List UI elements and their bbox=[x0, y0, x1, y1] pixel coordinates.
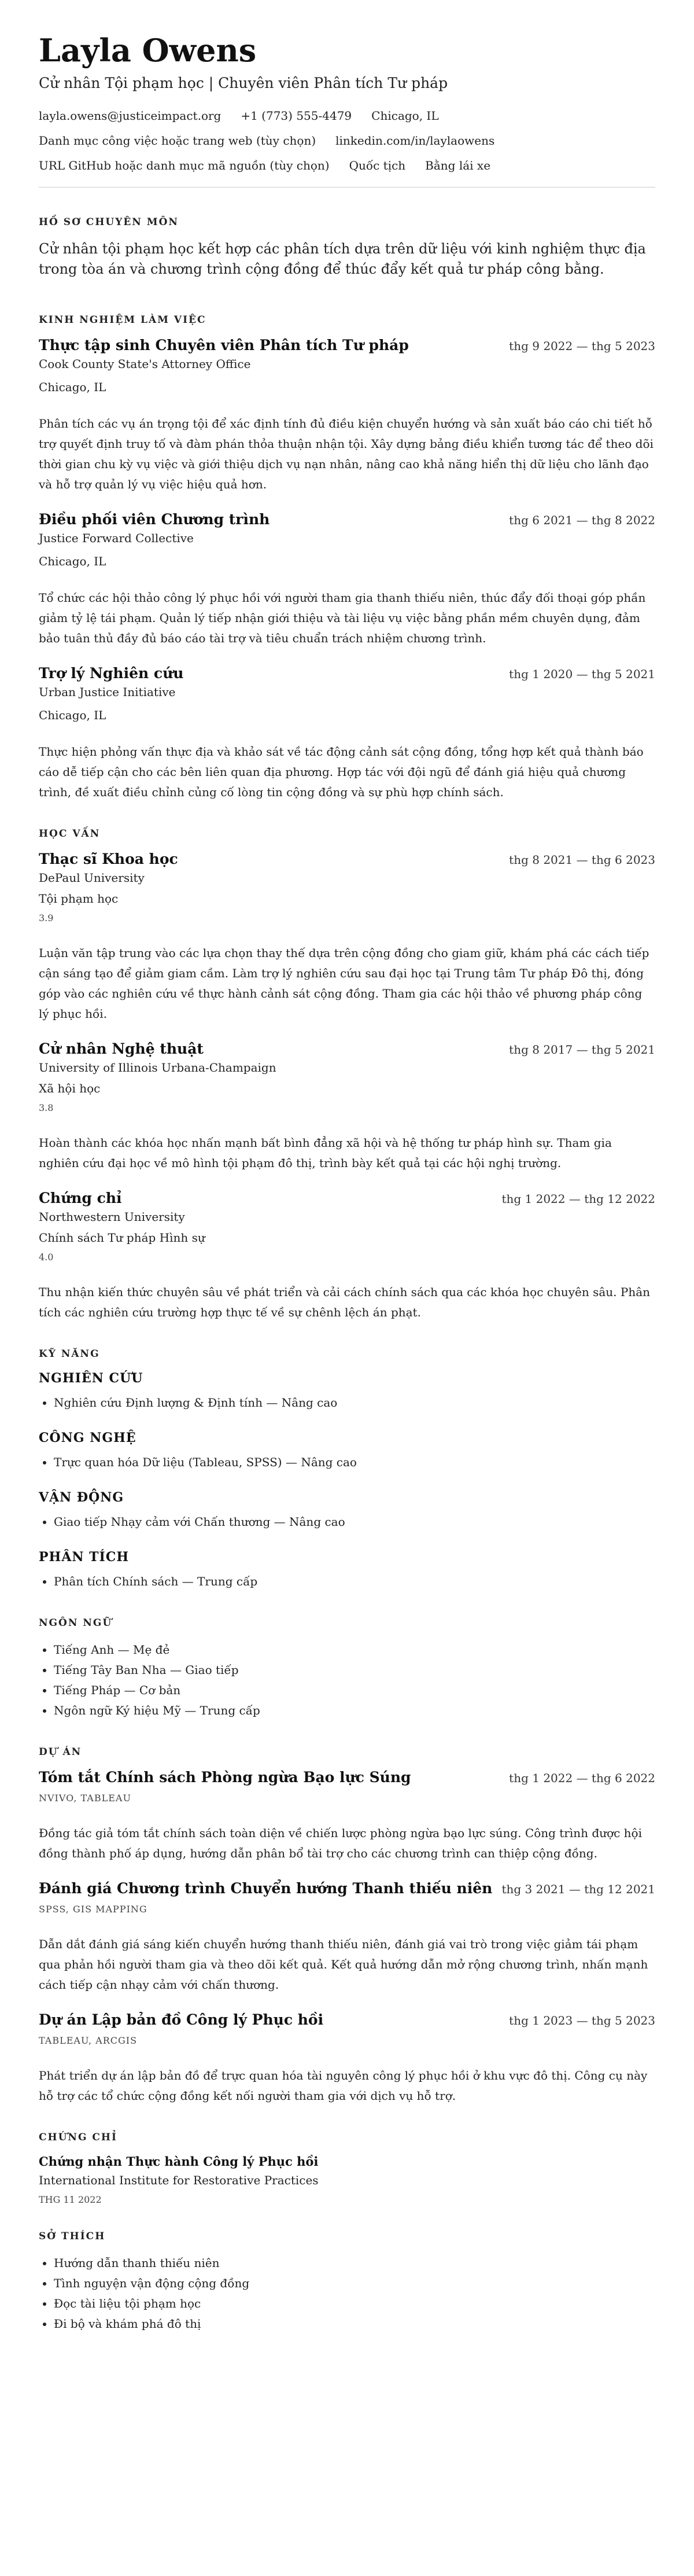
job-employer: Justice Forward Collective bbox=[39, 531, 194, 545]
job-dates: thg 1 2020 — thg 5 2021 bbox=[509, 667, 655, 681]
languages-section bbox=[39, 1617, 655, 1721]
degree-dates: thg 8 2017 — thg 5 2021 bbox=[509, 1042, 655, 1057]
contact-row-primary bbox=[39, 109, 655, 123]
project-entry bbox=[39, 2011, 655, 2106]
project-title: Dự án Lập bản đồ Công lý Phục hồi bbox=[39, 2011, 324, 2028]
contact-row-extra bbox=[39, 159, 655, 172]
job-employer: Cook County State's Attorney Office bbox=[39, 356, 251, 371]
project-tech: NVIVO, TABLEAU bbox=[39, 1792, 131, 1804]
contact-github[interactable]: URL GitHub hoặc danh mục mã nguồn (tùy chọn) bbox=[39, 159, 330, 173]
language-item: • Tiếng Tây Ban Nha — Giao tiếp bbox=[54, 1660, 655, 1680]
job-location: Chicago, IL bbox=[39, 380, 106, 394]
project-dates: thg 1 2022 — thg 6 2022 bbox=[509, 1771, 655, 1785]
section-heading: KINH NGHIỆM LÀM VIỆC bbox=[39, 314, 206, 326]
contact-phone[interactable]: +1 (773) 555-4479 bbox=[241, 109, 352, 123]
skill-list bbox=[39, 1572, 655, 1592]
project-dates: thg 1 2023 — thg 5 2023 bbox=[509, 2013, 655, 2027]
interest-item: • Đi bộ và khám phá đô thị bbox=[54, 2314, 655, 2334]
experience-entry bbox=[39, 337, 655, 495]
resume-header bbox=[39, 34, 655, 172]
skill-item: • Nghiên cứu Định lượng & Định tính — Nâng cao bbox=[54, 1393, 655, 1413]
degree-title: Chứng chỉ bbox=[39, 1189, 122, 1206]
job-title: Điều phối viên Chương trình bbox=[39, 510, 270, 528]
skill-list bbox=[39, 1393, 655, 1413]
degree-title: Cử nhân Nghệ thuật bbox=[39, 1040, 204, 1057]
contact-linkedin[interactable]: linkedin.com/in/laylaowens bbox=[335, 134, 495, 148]
section-heading: SỞ THÍCH bbox=[39, 2230, 106, 2242]
skill-category: PHÂN TÍCH bbox=[39, 1549, 130, 1565]
education-entry bbox=[39, 851, 655, 1024]
contact-row-links bbox=[39, 134, 655, 148]
job-description: Tổ chức các hội thảo công lý phục hồi với người tham gia thanh thiếu niên, thúc đẩy đối thoại góp phần giảm tỷ lệ tái phạm. Quản lý tiếp nhận giới thiệu và tài liệu vụ việc bằng phần mềm chuyên dụng, đảm bảo tuân thủ đầy đủ báo cáo tài trợ và tiêu chuẩn trách nhiệm chương trình. bbox=[39, 590, 646, 645]
section-heading: CHỨNG CHỈ bbox=[39, 2131, 117, 2143]
candidate-subtitle: Cử nhân Tội phạm học | Chuyên viên Phân tích Tư pháp bbox=[39, 75, 448, 92]
section-heading: KỸ NĂNG bbox=[39, 1348, 100, 1360]
degree-title: Thạc sĩ Khoa học bbox=[39, 850, 178, 867]
job-location: Chicago, IL bbox=[39, 708, 106, 722]
skill-list bbox=[39, 1512, 655, 1532]
contact-portfolio[interactable]: Danh mục công việc hoặc trang web (tùy chọn) bbox=[39, 134, 316, 148]
degree-dates: thg 1 2022 — thg 12 2022 bbox=[501, 1191, 655, 1206]
section-heading: DỰ ÁN bbox=[39, 1746, 82, 1758]
contact-city: Chicago, IL bbox=[371, 109, 439, 123]
education-entry bbox=[39, 1190, 655, 1323]
job-location: Chicago, IL bbox=[39, 554, 106, 568]
job-description: Phân tích các vụ án trọng tội để xác định tính đủ điều kiện chuyển hướng và sản xuất báo cáo chi tiết hỗ trợ quyết định truy tố và đàm phán thỏa thuận nhận tội. Xây dựng bảng điều khiển tương tác để theo dõi thời gian chu kỳ vụ việc và giới thiệu dịch vụ nạn nhân, nâng cao khả năng hiển thị dữ liệu cho lãnh đạo và hỗ trợ quản lý vụ việc hiệu quả hơn. bbox=[39, 416, 654, 491]
degree-description: Luận văn tập trung vào các lựa chọn thay thế dựa trên cộng đồng cho giam giữ, khám phá các cách tiếp cận sáng tạo để giảm giam cầm. Làm trợ lý nghiên cứu sau đại học tại Trung tâm Tư pháp Đô thị, đóng góp vào các nghiên cứu về thực hành cảnh sát cộng đồng. Tham gia các hội thảo về phương pháp công lý phục hồi. bbox=[39, 945, 649, 1021]
profile-section bbox=[39, 216, 655, 279]
section-heading: HỌC VẤN bbox=[39, 827, 101, 840]
section-heading: HỒ SƠ CHUYÊN MÔN bbox=[39, 216, 179, 229]
profile-summary: Cử nhân tội phạm học kết hợp các phân tích dựa trên dữ liệu với kinh nghiệm thực địa trong tòa án và chương trình cộng đồng để thúc đẩy kết quả tư pháp công bằng. bbox=[39, 241, 646, 278]
job-description: Thực hiện phỏng vấn thực địa và khảo sát về tác động cảnh sát cộng đồng, tổng hợp kết quả thành báo cáo dễ tiếp cận cho các bên liên quan địa phương. Hợp tác với đội ngũ để đánh giá hiệu quả chương trình, đề xuất điều chỉnh củng cố lòng tin cộng đồng và sự phù hợp chính sách. bbox=[39, 744, 644, 799]
job-title: Thực tập sinh Chuyên viên Phân tích Tư pháp bbox=[39, 336, 409, 354]
candidate-name: Layla Owens bbox=[39, 32, 257, 69]
project-tech: TABLEAU, ARCGIS bbox=[39, 2034, 138, 2046]
school-name: Northwestern University bbox=[39, 1209, 185, 1224]
skill-item: • Giao tiếp Nhạy cảm với Chấn thương — Nâng cao bbox=[54, 1512, 655, 1532]
gpa-value: 4.0 bbox=[39, 1251, 54, 1263]
language-item: • Ngôn ngữ Ký hiệu Mỹ — Trung cấp bbox=[54, 1701, 655, 1721]
gpa-value: 3.9 bbox=[39, 912, 54, 923]
job-dates: thg 9 2022 — thg 5 2023 bbox=[509, 338, 655, 353]
project-description: Đồng tác giả tóm tắt chính sách toàn diện về chiến lược phòng ngừa bạo lực súng. Công trình được hội đồng thành phố áp dụng, hướng dẫn phân bổ tài trợ cho các chương trình can thiệp cộng đồng. bbox=[39, 1826, 642, 1860]
contact-email[interactable]: layla.owens@justiceimpact.org bbox=[39, 109, 222, 123]
interests-section bbox=[39, 2231, 655, 2334]
project-description: Dẫn dắt đánh giá sáng kiến chuyển hướng thanh thiếu niên, đánh giá vai trò trong việc giảm tái phạm qua phản hồi người tham gia và theo dõi kết quả. Kết quả hướng dẫn mở rộng chương trình, nhấn mạnh cách tiếp cận nhạy cảm với chấn thương. bbox=[39, 1937, 648, 1992]
job-dates: thg 6 2021 — thg 8 2022 bbox=[509, 513, 655, 527]
interest-item: • Hướng dẫn thanh thiếu niên bbox=[54, 2253, 655, 2273]
skill-category: CÔNG NGHỆ bbox=[39, 1430, 136, 1445]
certification-date: THG 11 2022 bbox=[39, 2194, 102, 2205]
skill-category: VẬN ĐỘNG bbox=[39, 1489, 124, 1505]
certifications-section bbox=[39, 2132, 655, 2205]
skill-item: • Trực quan hóa Dữ liệu (Tableau, SPSS) — Nâng cao bbox=[54, 1452, 655, 1473]
gpa-value: 3.8 bbox=[39, 1102, 54, 1113]
section-heading: NGÔN NGỮ bbox=[39, 1617, 113, 1629]
project-entry bbox=[39, 1769, 655, 1864]
interest-item: • Đọc tài liệu tội phạm học bbox=[54, 2294, 655, 2314]
language-list bbox=[39, 1640, 655, 1721]
certification-issuer: International Institute for Restorative Practices bbox=[39, 2173, 319, 2187]
project-title: Đánh giá Chương trình Chuyển hướng Thanh thiếu niên bbox=[39, 1879, 493, 1897]
certification-title: Chứng nhận Thực hành Công lý Phục hồi bbox=[39, 2154, 319, 2169]
job-employer: Urban Justice Initiative bbox=[39, 685, 176, 699]
project-title: Tóm tắt Chính sách Phòng ngừa Bạo lực Súng bbox=[39, 1768, 411, 1786]
experience-entry bbox=[39, 511, 655, 649]
experience-entry bbox=[39, 665, 655, 803]
interest-item: • Tình nguyện vận động cộng đồng bbox=[54, 2273, 655, 2294]
study-field: Tội phạm học bbox=[39, 891, 119, 906]
school-name: University of Illinois Urbana-Champaign bbox=[39, 1060, 276, 1074]
degree-description: Hoàn thành các khóa học nhấn mạnh bất bình đẳng xã hội và hệ thống tư pháp hình sự. Tham gia nghiên cứu đại học về mô hình tội phạm đô thị, trình bày kết quả tại các hội nghị trường. bbox=[39, 1135, 612, 1170]
school-name: DePaul University bbox=[39, 870, 145, 885]
study-field: Chính sách Tư pháp Hình sự bbox=[39, 1230, 205, 1245]
contact-license: Bằng lái xe bbox=[425, 159, 491, 173]
experience-section bbox=[39, 314, 655, 803]
job-title: Trợ lý Nghiên cứu bbox=[39, 664, 184, 682]
skill-list bbox=[39, 1452, 655, 1473]
language-item: • Tiếng Anh — Mẹ đẻ bbox=[54, 1640, 655, 1660]
project-entry bbox=[39, 1880, 655, 1995]
study-field: Xã hội học bbox=[39, 1081, 101, 1095]
skill-item: • Phân tích Chính sách — Trung cấp bbox=[54, 1572, 655, 1592]
interest-list bbox=[39, 2253, 655, 2334]
projects-section bbox=[39, 1746, 655, 2106]
contact-citizenship: Quốc tịch bbox=[349, 159, 406, 173]
skill-category: NGHIÊN CỨU bbox=[39, 1370, 143, 1386]
project-dates: thg 3 2021 — thg 12 2021 bbox=[501, 1882, 655, 1896]
certification-entry bbox=[39, 2154, 655, 2205]
degree-description: Thu nhận kiến thức chuyên sâu về phát triển và cải cách chính sách qua các khóa học chuyên sâu. Phân tích các nghiên cứu trường hợp thực tế về sự chênh lệch án phạt. bbox=[39, 1285, 651, 1319]
skills-section bbox=[39, 1348, 655, 1592]
project-tech: SPSS, GIS MAPPING bbox=[39, 1903, 147, 1915]
project-description: Phát triển dự án lập bản đồ để trực quan hóa tài nguyên công lý phục hồi ở khu vực đô thị. Công cụ này hỗ trợ các tổ chức cộng đồng kết nối người tham gia với dịch vụ hỗ trợ. bbox=[39, 2068, 648, 2103]
education-section bbox=[39, 828, 655, 1323]
education-entry bbox=[39, 1040, 655, 1173]
degree-dates: thg 8 2021 — thg 6 2023 bbox=[509, 852, 655, 867]
language-item: • Tiếng Pháp — Cơ bản bbox=[54, 1680, 655, 1701]
